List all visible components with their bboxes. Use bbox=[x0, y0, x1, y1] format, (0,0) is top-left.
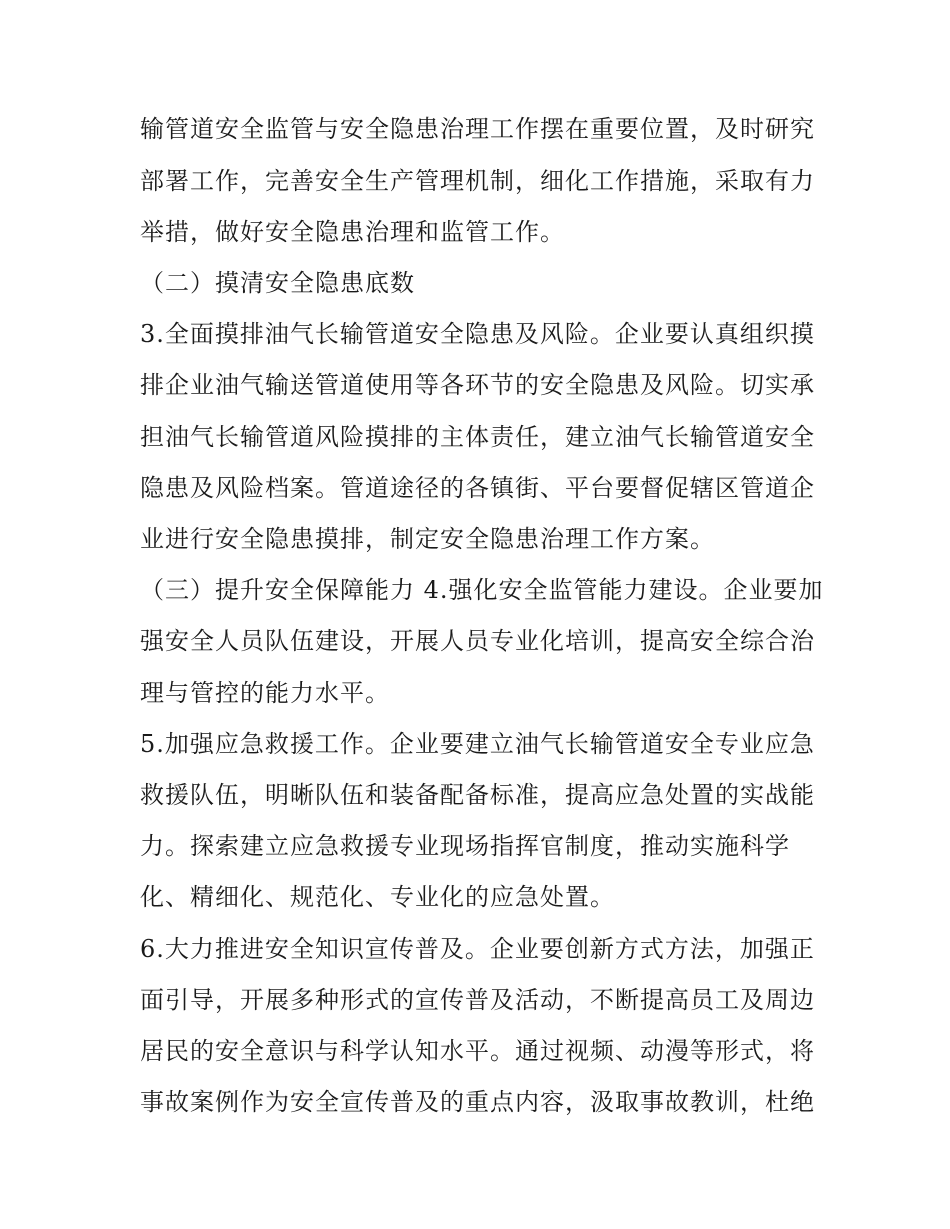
text-line: 6.大力推进安全知识宣传普及。企业要创新方式方法，加强正 bbox=[140, 935, 815, 963]
text-line: 部署工作，完善安全生产管理机制，细化工作措施，采取有力 bbox=[140, 167, 815, 195]
text-line: 强安全人员队伍建设，开展人员专业化培训，提高安全综合治 bbox=[140, 627, 815, 655]
text-line: 化、精细化、规范化、专业化的应急处置。 bbox=[140, 883, 615, 911]
section-heading: （三）提升安全保障能力 4.强化安全监管能力建设。企业要加 bbox=[140, 576, 824, 604]
text-line: 救援队伍，明晰队伍和装备配备标准，提高应急处置的实战能 bbox=[140, 781, 815, 809]
text-line: 业进行安全隐患摸排，制定安全隐患治理工作方案。 bbox=[140, 525, 715, 553]
text-line: 力。探索建立应急救援专业现场指挥官制度，推动实施科学 bbox=[140, 832, 790, 860]
text-line: 排企业油气输送管道使用等各环节的安全隐患及风险。切实承 bbox=[140, 371, 815, 399]
text-line: 担油气长输管道风险摸排的主体责任，建立油气长输管道安全 bbox=[140, 423, 815, 451]
text-line: 面引导，开展多种形式的宣传普及活动，不断提高员工及周边 bbox=[140, 986, 815, 1014]
text-line: 5.加强应急救援工作。企业要建立油气长输管道安全专业应急 bbox=[140, 730, 815, 758]
text-line: 居民的安全意识与科学认知水平。通过视频、动漫等形式，将 bbox=[140, 1037, 815, 1065]
text-line: 事故案例作为安全宣传普及的重点内容，汲取事故教训，杜绝 bbox=[140, 1088, 815, 1116]
text-line: 隐患及风险档案。管道途径的各镇街、平台要督促辖区管道企 bbox=[140, 474, 815, 502]
text-line: 3.全面摸排油气长输管道安全隐患及风险。企业要认真组织摸 bbox=[140, 320, 815, 348]
text-line: 举措，做好安全隐患治理和监管工作。 bbox=[140, 218, 565, 246]
text-line: 输管道安全监管与安全隐患治理工作摆在重要位置，及时研究 bbox=[140, 115, 815, 143]
text-line: 理与管控的能力水平。 bbox=[140, 679, 390, 707]
section-heading: （二）摸清安全隐患底数 bbox=[140, 269, 415, 297]
